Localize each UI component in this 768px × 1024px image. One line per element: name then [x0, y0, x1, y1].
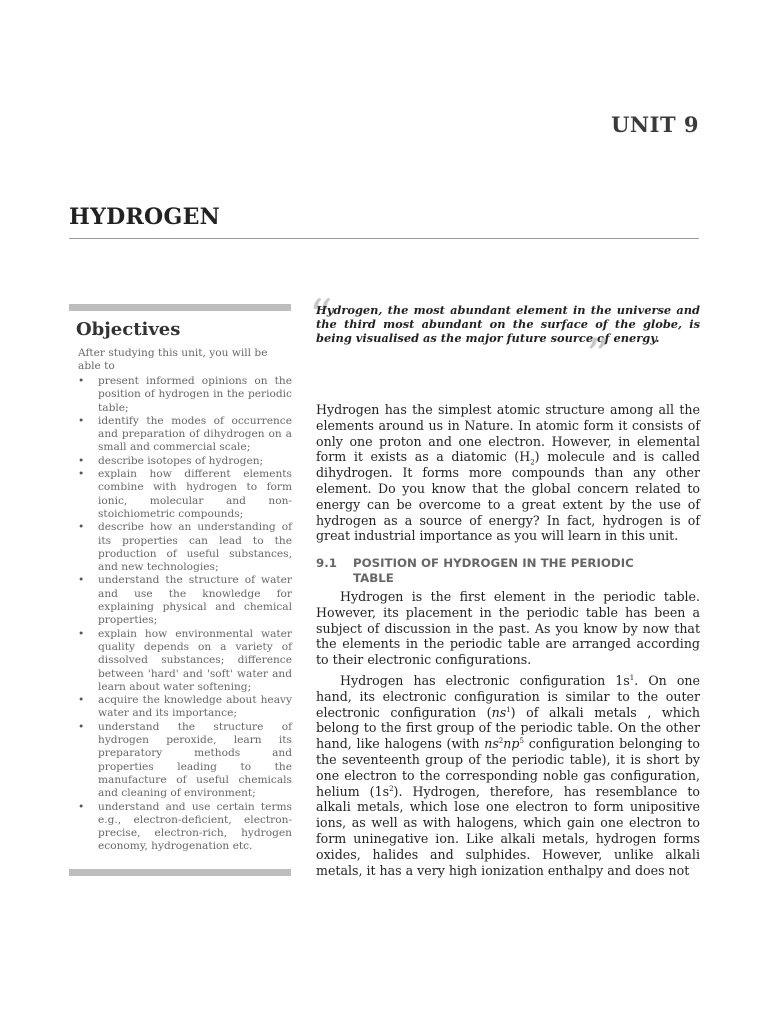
objectives-title: Objectives [76, 319, 181, 340]
objective-item: • identify the modes of occurrence and preparation of dihydrogen on a small and commercial scale; [78, 414, 292, 454]
section-number: 9.1 [316, 556, 337, 570]
objective-item: • understand and use certain terms e.g., electron-deficient, electron-precise, electron-rich, hydrogen economy, hydrogenation etc. [78, 800, 292, 853]
section-title: POSITION OF HYDROGEN IN THE PERIODIC [353, 556, 634, 570]
bullet-icon: • [78, 468, 85, 481]
objectives-list [78, 375, 292, 854]
epigraph-quote: Hydrogen, the most abundant element in the universe and the third most abundant on the surface of the globe, is being visualised as the major future source of energy. [316, 303, 700, 345]
bullet-icon: • [78, 720, 85, 733]
objectives-bottom-bar [69, 869, 291, 876]
bullet-icon: • [78, 375, 85, 387]
configuration-paragraph: Hydrogen has electronic configuration $1s^1$. On one hand, its electronic configuration is similar to the outer electronic configuration $(ns^1)$ of alkali metals , which belong to the first group of the periodic table. On the other hand, like halogens (with $ns^2np^5$ configuration belonging to the seventeenth group of the periodic table), it is short by one electron to the corresponding noble gas configuration, helium $(1s^2)$. Hydrogen, therefore, has resemblance to alkali metals, which lose one electron to form unipositive ions, as well as with halogens, which gain one electron to form uninegative ion. Like alkali metals, hydrogen forms oxides, halides and sulphides. However, unlike alkali metals, it has a very high ionization enthalpy and does not [316, 673, 701, 878]
objective-item: • present informed opinions on the position of hydrogen in the periodic table; [78, 375, 292, 414]
close-quote-icon: ” [586, 328, 610, 382]
bullet-icon: • [78, 574, 85, 587]
bullet-icon: • [78, 627, 85, 640]
objective-item: • explain how different elements combine with hydrogen to form ionic, molecular and non-stoichiometric compounds; [78, 468, 292, 520]
bullet-icon: • [78, 521, 85, 534]
section-title-continued: TABLE [353, 571, 394, 585]
objective-item: • describe how an understanding of its properties can lead to the production of useful substances, and new technologies; [78, 521, 292, 574]
chapter-title: HYDROGEN [69, 204, 221, 230]
objective-item: • explain how environmental water quality depends on a variety of dissolved substances; difference between 'hard' and 'soft' water and learn about water softening; [78, 627, 292, 693]
objective-item: • understand the structure of hydrogen peroxide, learn its preparatory methods and properties leading to the manufacture of useful chemicals and cleaning of environment; [78, 720, 292, 800]
objective-item: • understand the structure of water and use the knowledge for explaining physical and chemical properties; [78, 574, 292, 627]
open-quote-icon: “ [309, 289, 333, 343]
bullet-icon: • [78, 694, 85, 707]
unit-label: UNIT 9 [611, 112, 699, 137]
intro-paragraph: Hydrogen has the simplest atomic structure among all the elements around us in Nature. In atomic form it consists of only one proton and one electron. However, in elemental form it exists as a diatomic $(H_2)$ molecule and is called dihydrogen. It forms more compounds than any other element. Do you know that the global concern related to energy can be overcome to a great extent by the use of hydrogen as a source of energy? In fact, hydrogen is of great industrial importance as you will learn in this unit. [316, 402, 700, 544]
bullet-icon: • [78, 800, 85, 813]
objectives-intro: After studying this unit, you will be able to [78, 347, 268, 373]
bullet-icon: • [78, 414, 85, 427]
objectives-top-bar [69, 304, 291, 311]
title-divider [69, 238, 699, 239]
objective-item: • describe isotopes of hydrogen; [78, 454, 264, 467]
objective-item: • acquire the knowledge about heavy water and its importance; [78, 694, 292, 720]
position-paragraph: Hydrogen is the first element in the periodic table. However, its placement in the periodic table has been a subject of discussion in the past. As you know by now that the elements in the periodic table are arranged according to their electronic configurations. [316, 589, 700, 668]
section-heading [316, 556, 700, 586]
bullet-icon: • [78, 454, 85, 467]
